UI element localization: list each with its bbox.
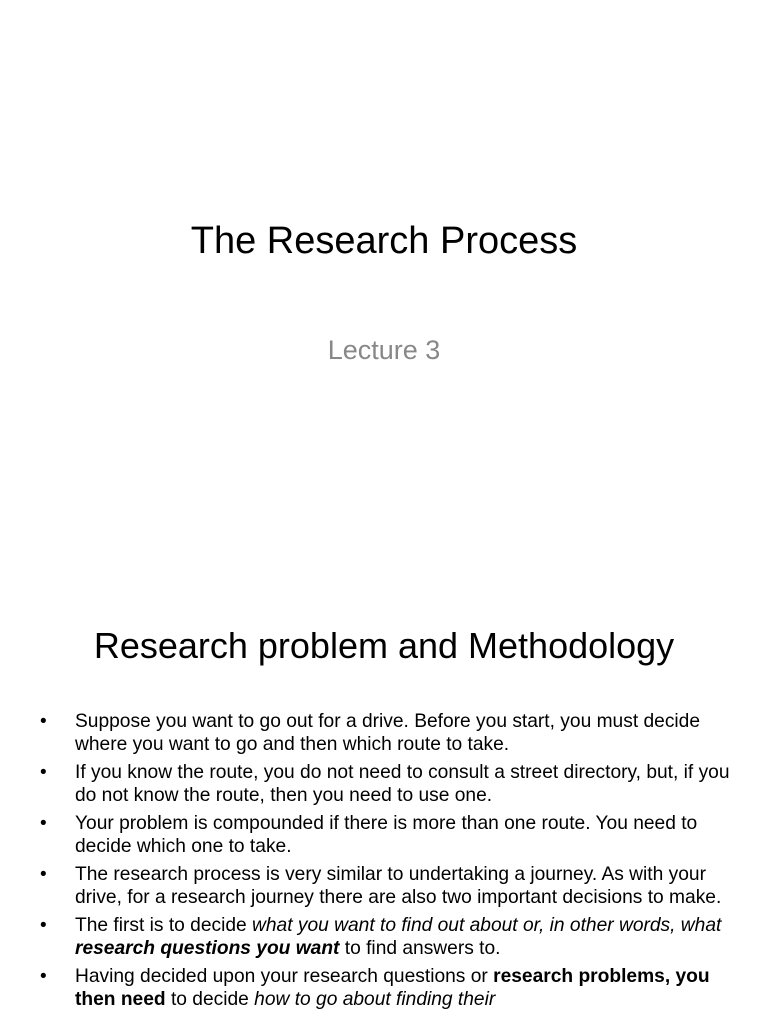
- bullet-item: [0, 812, 768, 858]
- slide-title-heading: The Research Process: [190, 220, 578, 262]
- slide-content: [0, 576, 768, 1024]
- bullet-item: [0, 863, 768, 909]
- bullet-text: what you want to find out about or, in other words, what: [252, 915, 722, 936]
- bullet-dot-icon: •: [40, 711, 47, 732]
- bullet-dot-icon: •: [40, 864, 47, 885]
- bullet-text: how to go about finding their: [254, 989, 496, 1010]
- bullet-dot-icon: •: [40, 966, 47, 987]
- bullet-text: research questions you want: [75, 938, 340, 959]
- bullet-text: research problems, you then need: [75, 966, 710, 1010]
- bullet-dot-icon: •: [40, 915, 47, 936]
- bullet-text: Having decided upon your research questions or: [75, 966, 494, 987]
- bullet-text: Suppose you want to go out for a drive. Before you start, you must decide where you want to go and then which route to take.: [75, 711, 701, 755]
- bullet-text: to find answers to.: [339, 938, 501, 959]
- bullet-text: to decide: [165, 989, 255, 1010]
- bullet-text: The first is to decide: [75, 915, 253, 936]
- bullet-list: [0, 710, 768, 1016]
- slide-subtitle: Lecture 3: [327, 335, 441, 365]
- bullet-dot-icon: •: [40, 762, 47, 783]
- bullet-item: [0, 914, 768, 960]
- bullet-item: [0, 710, 768, 756]
- bullet-text: If you know the route, you do not need to consult a street directory, but, if you do not know the route, then you need to use one.: [75, 762, 730, 806]
- bullet-dot-icon: •: [40, 813, 47, 834]
- bullet-item: [0, 965, 768, 1011]
- bullet-item: [0, 761, 768, 807]
- bullet-text: Your problem is compounded if there is more than one route. You need to decide which one to take.: [75, 813, 698, 857]
- bullet-text: The research process is very similar to undertaking a journey. As with your drive, for a research journey there are also two important decisions to make.: [75, 864, 722, 908]
- slide-content-heading: Research problem and Methodology: [93, 625, 675, 666]
